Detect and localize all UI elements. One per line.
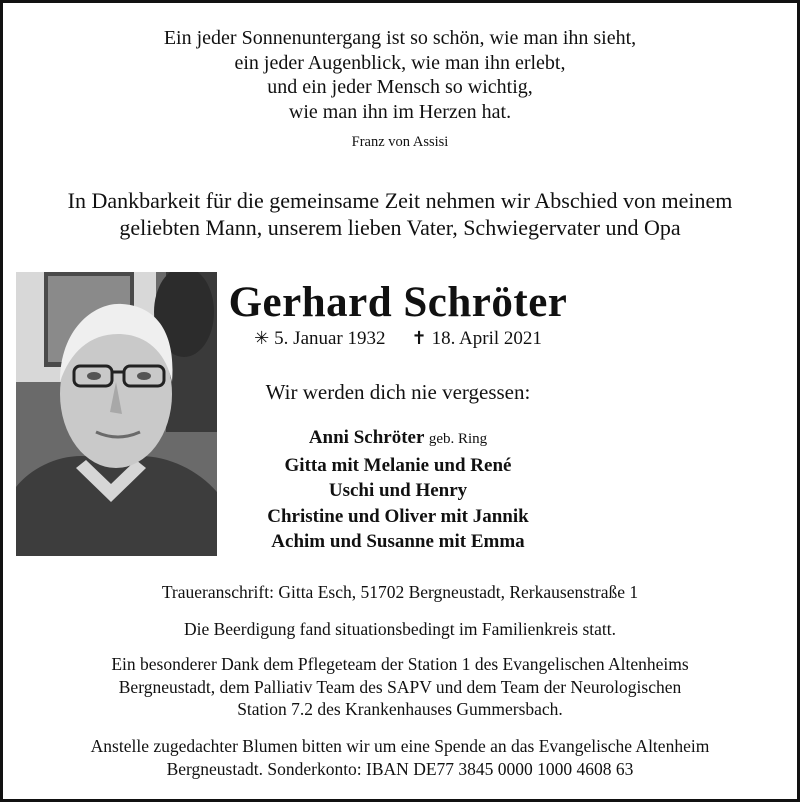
- quote-line: ein jeder Augenblick, wie man ihn erlebt,: [234, 51, 566, 74]
- birth-date: 5. Januar 1932: [274, 328, 386, 349]
- family-member-name: Anni Schröter: [308, 427, 425, 448]
- donation-text: [0, 735, 800, 780]
- maiden-name-note: geb. Ring: [428, 431, 488, 447]
- family-member: Christine und Oliver mit Jannik: [267, 505, 529, 527]
- deceased-name: Gerhard Schröter: [228, 279, 568, 326]
- portrait-photo-image: [16, 272, 217, 556]
- intro-line: In Dankbarkeit für die gemeinsame Zeit nehmen wir Abschied von meinem: [67, 188, 733, 213]
- funeral-note: Die Beerdigung fand situationsbedingt im Familienkreis statt.: [183, 619, 617, 639]
- donation-line: Bergneustadt. Sonderkonto: IBAN DE77 3845 0000 1000 4608 63: [166, 758, 634, 779]
- mourning-address: Traueranschrift: Gitta Esch, 51702 Bergneustadt, Rerkausenstraße 1: [161, 582, 639, 602]
- quote-line: wie man ihn im Herzen hat.: [288, 100, 512, 123]
- quote-block: [0, 26, 800, 124]
- quote-author: Franz von Assisi: [351, 134, 449, 150]
- intro-line: geliebten Mann, unserem lieben Vater, Schwiegervater und Opa: [119, 214, 681, 240]
- forget-text: Wir werden dich nie vergessen:: [265, 380, 531, 404]
- quote-line: Ein jeder Sonnenuntergang ist so schön, wie man ihn sieht,: [163, 27, 637, 49]
- family-member: Uschi und Henry: [328, 480, 468, 501]
- donation-line: Anstelle zugedachter Blumen bitten wir um eine Spende an das Evangelische Altenheim: [90, 736, 710, 756]
- family-member: Achim und Susanne mit Emma: [271, 531, 525, 552]
- cross-icon: ✝: [411, 328, 427, 348]
- thanks-text: [0, 653, 800, 721]
- thanks-line: Bergneustadt, dem Palliativ Team des SAPV und dem Team der Neurologischen: [118, 676, 682, 697]
- family-member: [216, 425, 580, 453]
- thanks-line: Ein besonderer Dank dem Pflegeteam der Station 1 des Evangelischen Altenheims: [111, 654, 689, 674]
- star-icon: ✳: [254, 328, 270, 348]
- intro-text: [0, 188, 800, 241]
- quote-line: und ein jeder Mensch so wichtig,: [267, 76, 533, 98]
- death-date: 18. April 2021: [431, 328, 542, 349]
- life-dates: [216, 328, 580, 350]
- thanks-line: Station 7.2 des Krankenhauses Gummersbach.: [237, 699, 563, 719]
- portrait-photo: [16, 272, 217, 556]
- family-list: [216, 425, 580, 555]
- family-member: Gitta mit Melanie und René: [284, 454, 512, 476]
